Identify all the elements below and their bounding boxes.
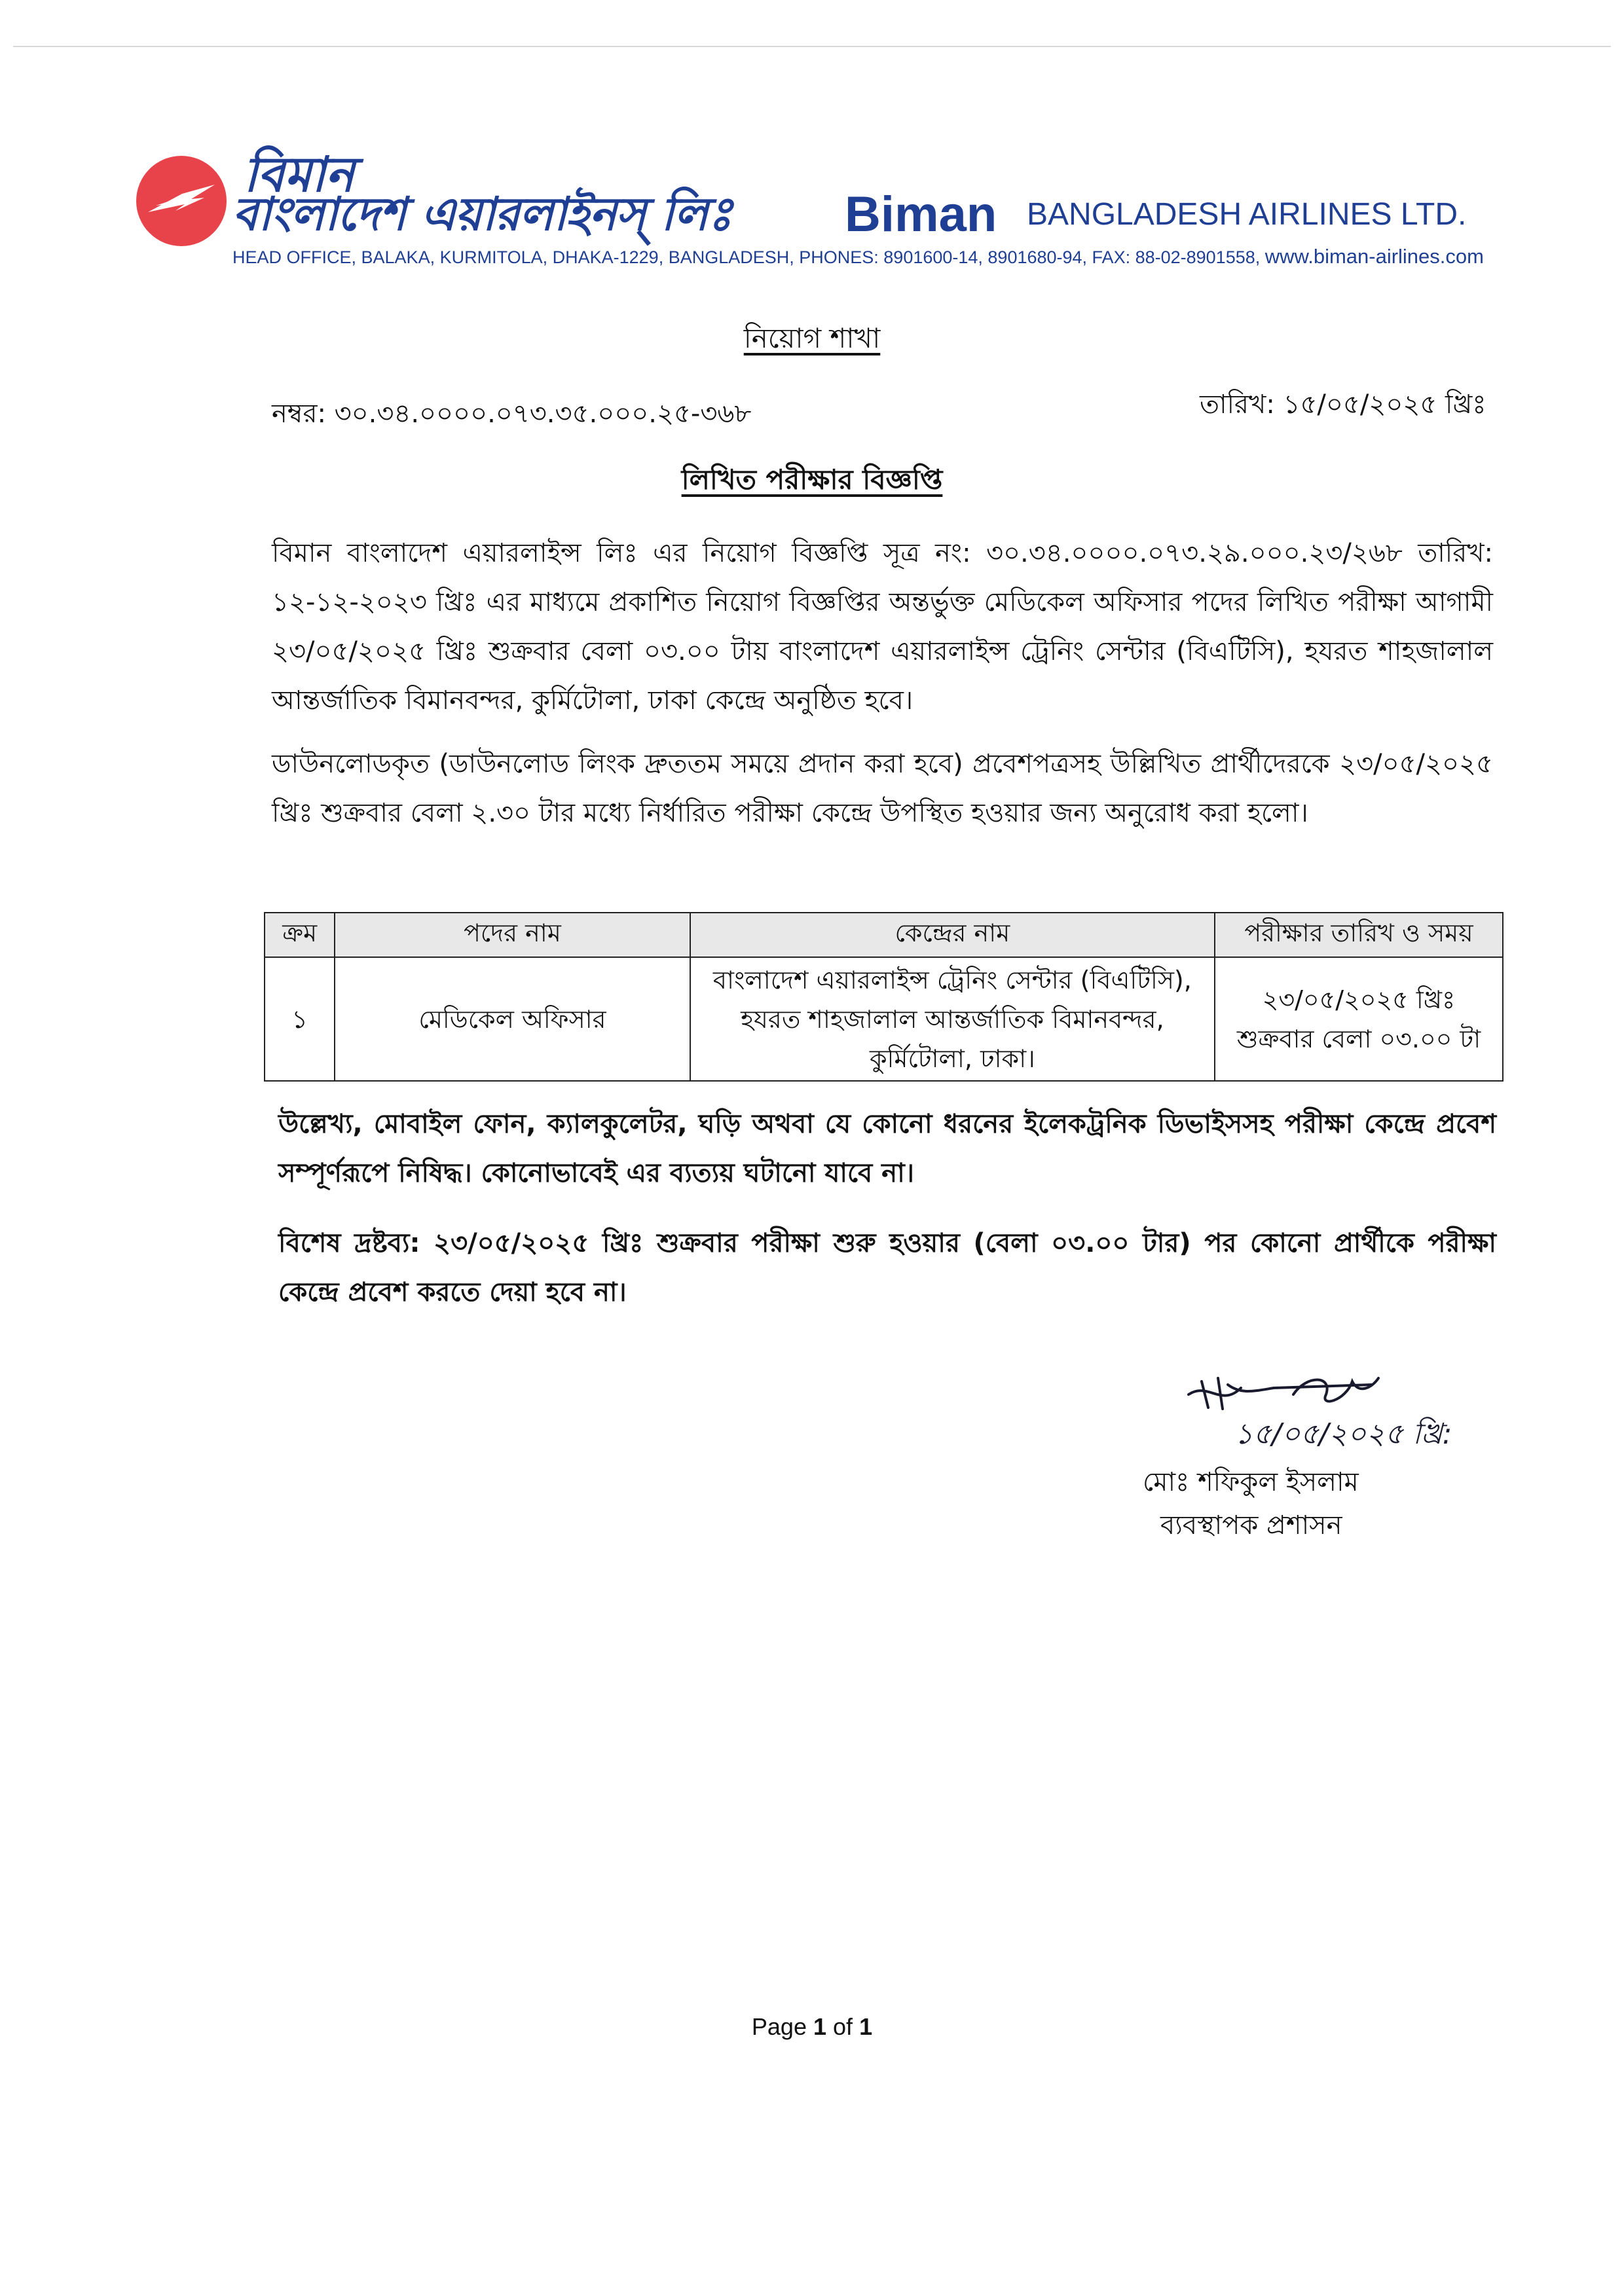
- header-serial: ক্রম: [265, 913, 335, 957]
- cell-post: মেডিকেল অফিসার: [335, 957, 690, 1081]
- bird-icon: [136, 156, 227, 246]
- brand-name-bn-line2: বাংলাদেশ এয়ারলাইনস্ লিঃ: [232, 187, 732, 241]
- page-total: 1: [859, 2013, 873, 2040]
- exam-schedule-table: [264, 912, 1504, 1082]
- page-of: of: [833, 2013, 853, 2040]
- header-centre: কেন্দ্রের নাম: [690, 913, 1215, 957]
- letterhead-address: [232, 245, 1484, 268]
- section-heading-text: নিয়োগ শাখা: [743, 322, 881, 354]
- handwritten-signature: [1182, 1368, 1483, 1463]
- handwritten-date: ১৫/০৫/২০২৫ খ্রি:: [1234, 1417, 1452, 1451]
- reference-number: নম্বর: ৩০.৩৪.০০০০.০৭৩.৩৫.০০০.২৫-৩৬৮: [272, 399, 752, 429]
- section-heading: [0, 317, 1624, 363]
- notice-title: [0, 458, 1624, 505]
- brand-name-en: BANGLADESH AIRLINES LTD.: [1027, 197, 1467, 232]
- note-paragraph: উল্লেখ্য, মোবাইল ফোন, ক্যালকুলেটর, ঘড়ি অথবা যে কোনো ধরনের ইলেকট্রনিক ডিভাইসসহ পরীক্ষা কেন্দ্রে প্রবেশ সম্পূর্ণরূপে নিষিদ্ধ। কোনোভাবেই এর ব্যত্যয় ঘটানো যাবে না।: [278, 1109, 1496, 1188]
- cell-serial: ১: [265, 957, 335, 1081]
- datetime-line-1: ২৩/০৫/২০২৫ খ্রিঃ: [1262, 985, 1456, 1014]
- centre-line-1: বাংলাদেশ এয়ারলাইন্স ট্রেনিং সেন্টার (বিএটিসি),: [712, 965, 1192, 994]
- website-link[interactable]: www.biman-airlines.com: [1264, 245, 1484, 268]
- signatory-designation: ব্যবস্থাপক প্রশাসন: [1160, 1510, 1342, 1540]
- signatory-name: মোঃ শফিকুল ইসলাম: [1143, 1467, 1359, 1497]
- header-datetime: পরীক্ষার তারিখ ও সময়: [1215, 913, 1503, 957]
- centre-line-3: কুর্মিটোলা, ঢাকা।: [869, 1044, 1035, 1073]
- page-number: [0, 2013, 1624, 2041]
- paragraph-2: ডাউনলোডকৃত (ডাউনলোড লিংক দ্রুততম সময়ে প্রদান করা হবে) প্রবেশপত্রসহ উল্লিখিত প্রার্থীদেরকে ২৩/০৫/২০২৫ খ্রিঃ শুক্রবার বেলা ২.৩০ টার মধ্যে নির্ধারিত পরীক্ষা কেন্দ্রে উপস্থিত হওয়ার জন্য অনুরোধ করা হলো।: [272, 749, 1493, 828]
- datetime-line-2: শুক্রবার বেলা ০৩.০০ টা: [1236, 1024, 1481, 1053]
- document-date: তারিখ: ১৫/০৫/২০২৫ খ্রিঃ: [1200, 390, 1486, 420]
- paragraph-1: বিমান বাংলাদেশ এয়ারলাইন্স লিঃ এর নিয়োগ বিজ্ঞপ্তি সূত্র নং: ৩০.৩৪.০০০০.০৭৩.২৯.০০০.২৩/২৬৮ তারিখ: ১২-১২-২০২৩ খ্রিঃ এর মাধ্যমে প্রকাশিত নিয়োগ বিজ্ঞপ্তির অন্তর্ভুক্ত মেডিকেল অফিসার পদের লিখিত পরীক্ষা আগামী ২৩/০৫/২০২৫ খ্রিঃ শুক্রবার বেলা ০৩.০০ টায় বাংলাদেশ এয়ারলাইন্স ট্রেনিং সেন্টার (বিএটিসি), হযরত শাহজালাল আন্তর্জাতিক বিমানবন্দর, কুর্মিটোলা, ঢাকা কেন্দ্রে অনুষ্ঠিত হবে।: [272, 538, 1493, 716]
- table-header-row: [265, 913, 1503, 957]
- notice-title-text: লিখিত পরীক্ষার বিজ্ঞপ্তি: [681, 464, 943, 496]
- scan-edge-line: [13, 46, 1611, 47]
- special-note-paragraph: বিশেষ দ্রষ্টব্য: ২৩/০৫/২০২৫ খ্রিঃ শুক্রবার পরীক্ষা শুরু হওয়ার (বেলা ০৩.০০ টার) পর কোনো প্রার্থীকে পরীক্ষা কেন্দ্রে প্রবেশ করতে দেয়া হবে না।: [278, 1228, 1496, 1307]
- centre-line-2: হযরত শাহজালাল আন্তর্জাতিক বিমানবন্দর,: [741, 1004, 1164, 1034]
- page-prefix: Page: [751, 2013, 807, 2040]
- biman-logo: [136, 156, 227, 246]
- cell-datetime: [1215, 957, 1503, 1081]
- page-current: 1: [813, 2013, 827, 2040]
- table-row: [265, 957, 1503, 1081]
- header-post: পদের নাম: [335, 913, 690, 957]
- brand-name-bn-line1: বিমান: [244, 147, 355, 203]
- cell-centre: [690, 957, 1215, 1081]
- address-text: HEAD OFFICE, BALAKA, KURMITOLA, DHAKA-1229, BANGLADESH, PHONES: 8901600-14, 8901680-94, FAX: 88-02-8901558,: [232, 247, 1261, 267]
- brand-name-biman: Biman: [845, 187, 997, 242]
